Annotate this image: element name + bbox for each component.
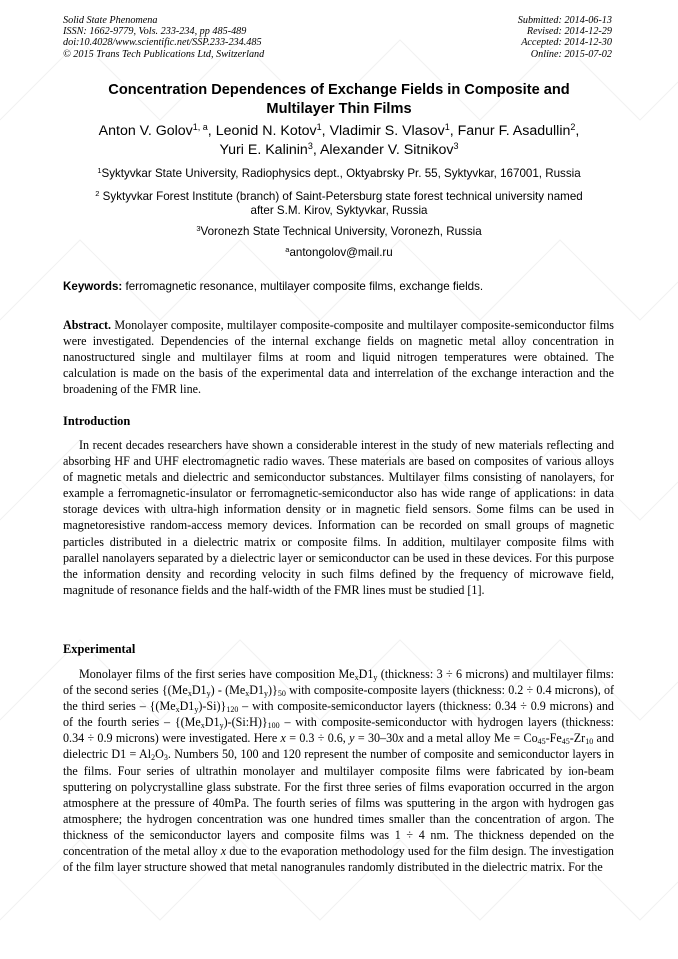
experimental-heading: Experimental <box>63 642 136 656</box>
journal-info <box>63 15 264 60</box>
keywords <box>63 280 615 294</box>
text-run: D1 <box>179 699 195 714</box>
text-run: (thickness: 3 ÷ 6 microns) and multilayer films: of the second series {(Me <box>63 667 614 698</box>
subscript: 45 <box>537 737 546 747</box>
abstract <box>63 317 614 397</box>
revised-date: Revised: 2014-12-29 <box>526 26 612 38</box>
text-run: )} <box>268 683 278 698</box>
affil-2-line-2: after S.M. Kirov, Syktyvkar, Russia <box>250 204 428 217</box>
affil-mark: 3 <box>196 224 201 233</box>
text-run: D1 <box>358 667 374 681</box>
subscript: y <box>264 689 269 699</box>
author-name: Yuri E. Kalinin <box>219 142 308 158</box>
subscript: y <box>194 705 199 715</box>
copyright-line: © 2015 Trans Tech Publications Ltd, Switzerland <box>63 48 265 60</box>
text-run: D1 <box>204 715 220 730</box>
experimental-text <box>63 666 614 875</box>
subscript: 120 <box>226 705 239 715</box>
title-line-1: Concentration Dependences of Exchange Fields in Composite and <box>108 82 570 98</box>
subscript: 45 <box>561 737 570 747</box>
affil-text: Voronezh State Technical University, Voronezh, Russia <box>200 225 482 238</box>
title-line-2: Multilayer Thin Films <box>266 101 412 117</box>
keywords-text: ferromagnetic resonance, multilayer composite films, exchange fields. <box>125 280 484 293</box>
author-affil-mark: 1, a <box>192 122 208 132</box>
text-run: )-Si)} <box>198 699 227 714</box>
variable: x <box>220 844 227 859</box>
keywords-label: Keywords: <box>63 280 123 293</box>
subscript: 100 <box>267 721 280 731</box>
submitted-date: Submitted: 2014-06-13 <box>517 15 612 26</box>
affil-mark: 1 <box>97 166 102 175</box>
text-run: due to the evaporation methodology used for the film design. The investigation of the film layer structure showed that metal nanogranules randomly distributed in the dielectric matrix. For the <box>63 844 614 875</box>
online-date: Online: 2015-07-02 <box>530 48 612 60</box>
variable: y <box>349 731 355 746</box>
paper-title <box>63 81 615 119</box>
author-name: Alexander V. Sitnikov <box>319 142 454 158</box>
text-run: with composite-composite layers (thickness: 0.2 ÷ 0.4 microns), of the third series – {(Me <box>63 683 615 714</box>
subscript: x <box>175 705 180 715</box>
affil-2-line-1 <box>63 190 615 204</box>
text-run: ) - (Me <box>210 683 246 698</box>
subscript: y <box>206 689 211 699</box>
text-run: . Numbers 50, 100 and 120 represent the number of composite and semiconductor layers in the films. Four series of ultrathin monolayer and multilayer composite films were fabricated by ion-beam sputtering on polycrystalline glass substrate. For the first three series of films evaporation occurred in the argon atmosphere at the pressure of 40mPa. The fourth series of films was sputtering in the argon with hydrogen gas atmosphere; the hydrogen concentration was one hundred times smaller than the concentration of argon. The thickness of the semiconductor layers and composite films was 1 ÷ 4 nm. The thickness depended on the concentration of the metal alloy <box>63 747 614 859</box>
abstract-label: Abstract. <box>63 318 112 332</box>
variable: x <box>398 731 404 746</box>
text-run: D1 <box>191 683 207 698</box>
author-name: Vladimir S. Vlasov <box>329 123 445 139</box>
subscript: 50 <box>277 689 286 699</box>
text-run: Monolayer films of the first series have composition Me <box>79 667 355 681</box>
introduction-heading: Introduction <box>63 414 131 428</box>
subscript: x <box>200 721 205 731</box>
author-name: Anton V. Golov <box>98 123 193 139</box>
text-run: = 0.3 ÷ 0.6, <box>285 731 350 746</box>
affil-text: Syktyvkar Forest Institute (branch) of Saint-Petersburg state forest technical university named <box>102 190 583 203</box>
affiliation-1 <box>63 167 615 181</box>
subscript: x <box>245 689 250 699</box>
authors-line-1: Anton V. Golov$^{1, a}$, Leonid N. Kotov$^1$, Vladimir S. Vlasov$^1$, Fanur F. Asadullin$^2$, <box>98 122 580 139</box>
text-run: -Zr <box>569 731 586 746</box>
author-affil-mark: 1 <box>444 122 450 132</box>
affiliation-3 <box>63 225 615 239</box>
subscript: x <box>354 673 359 682</box>
subscript: y <box>219 721 224 731</box>
text-run: and a metal alloy Me = Co <box>403 731 538 746</box>
author-email <box>63 246 615 260</box>
author-affil-mark: 3 <box>453 141 459 151</box>
abstract-text: Monolayer composite, multilayer composite-composite and multilayer composite-semiconductor films were investigated. Dependencies of the internal exchange fields on magnetic metal alloy concentration in nanostructured single and multilayer films at room and liquid nitrogen temperatures were obtained. The calculation is made on the basis of the experimental data and interrelation of the exchange interaction and the broadening of the FMR line. <box>63 318 614 397</box>
subscript: 10 <box>585 737 594 747</box>
subscript: 2 <box>151 753 156 763</box>
author-affil-mark: 3 <box>307 141 313 151</box>
text-run: = 30–30 <box>354 731 399 746</box>
issn-line: ISSN: 1662-9779, Vols. 233-234, pp 485-489 <box>63 26 247 38</box>
email-mark: a <box>285 245 290 254</box>
subscript: x <box>187 689 192 699</box>
text-run: and dielectric D1 = Al <box>63 731 614 762</box>
introduction-text: In recent decades researchers have shown a considerable interest in the study of new materials reflecting and absorbing HF and UHF electromagnetic radio waves. These materials are based on composites of various alloys of magnetic metals and dielectric and semiconductor substances. Multilayer films consisting of nanolayers, for example a ferromagnetic-insulator or ferromagnetic-semiconductor also has wide range of applications: in data storage devices with ultra-high information density or in magnetic field sensors. Some films can be used in magnetoresistive random-access memory devices. Information can be recorded on small groups of magnetic particles distributed in a dielectric matrix or composite films. In addition, multilayer composite films with parallel nanolayers separated by a dielectric layer or semiconductor can be used in these devices. For this purpose the information density and recording velocity in such films defined by the frequency of microwave field, magnitude of resonance fields and the half-width of the FMR lines must be studied [1]. <box>63 438 614 597</box>
text-run: -Fe <box>545 731 562 746</box>
text-run: – with composite-semiconductor with hydrogen layers (thickness: 0.34 ÷ 0.9 microns) were investigated. Here <box>63 715 614 746</box>
subscript: y <box>373 673 378 682</box>
doi-line: doi:10.4028/www.scientific.net/SSP.233-234.485 <box>63 37 262 49</box>
author-name: Leonid N. Kotov <box>215 123 317 139</box>
author-name: Fanur F. Asadullin <box>457 123 571 139</box>
authors-line-2: Yuri E. Kalinin$^3$, Alexander V. Sitnikov$^3$ <box>219 141 459 158</box>
author-affil-mark: 1 <box>316 122 322 132</box>
text-run: )-(Si:H)} <box>223 715 268 730</box>
author-affil-mark: 2 <box>570 122 576 132</box>
subscript: 3 <box>163 753 168 763</box>
accepted-date: Accepted: 2014-12-30 <box>521 37 612 49</box>
variable: x <box>280 731 286 746</box>
journal-name: Solid State Phenomena <box>63 15 158 26</box>
affil-text: Syktyvkar State University, Radiophysics dept., Oktyabrsky Pr. 55, Syktyvkar, 167001, Russia <box>101 167 581 180</box>
email-text: antongolov@mail.ru <box>289 246 393 259</box>
affil-mark: 2 <box>95 189 100 198</box>
text-run: O <box>155 747 164 762</box>
text-run: – with composite-semiconductor layers (thickness: 0.34 ÷ 0.9 microns) and of the fourth series – {(Me <box>63 699 614 730</box>
affiliation-2 <box>63 190 615 218</box>
dates-info <box>518 15 612 60</box>
author-list <box>58 122 620 160</box>
text-run: D1 <box>249 683 265 698</box>
